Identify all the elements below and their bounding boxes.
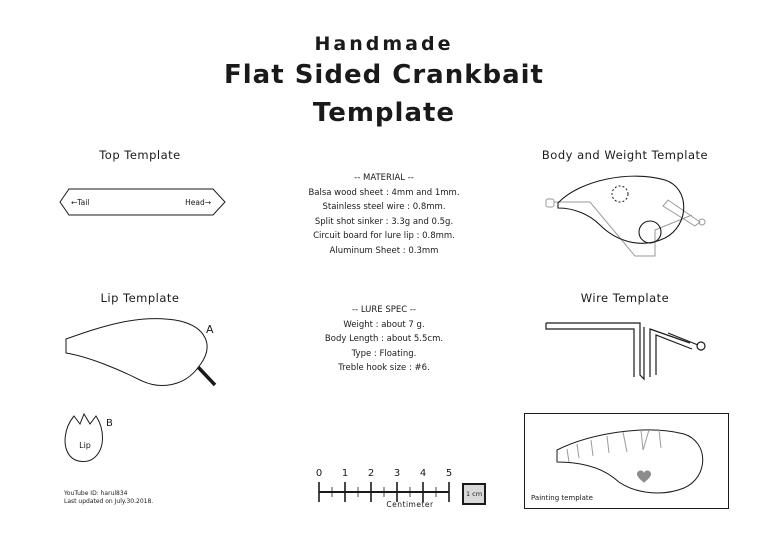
heart-icon (637, 470, 651, 483)
title-template: Template (312, 98, 456, 128)
painting-template-box (524, 413, 729, 509)
one-cm-scale-box: 1 cm (462, 483, 486, 505)
wire-template-heading: Wire Template (580, 291, 670, 305)
head-label: Head→ (185, 198, 211, 207)
lure-spec-item: Weight : about 7 g. (343, 319, 425, 330)
title-main: Flat Sided Crankbait (224, 60, 544, 90)
tail-label: ←Tail (71, 198, 90, 207)
ruler-tick-label: 1 (341, 468, 349, 479)
material-item: Balsa wood sheet : 4mm and 1mm. (308, 187, 460, 198)
lure-spec-item: Treble hook size : #6. (338, 363, 430, 374)
youtube-id: YouTube ID: harul834 (64, 490, 128, 497)
material-item: Circuit board for lure lip : 0.8mm. (313, 231, 455, 242)
ruler-tick-label: 5 (445, 468, 453, 479)
footer (64, 490, 153, 506)
ruler-tick-label: 4 (419, 468, 427, 479)
large-weight-marker (639, 221, 661, 243)
title-handmade: Handmade (314, 33, 454, 55)
material-item: Split shot sinker : 3.3g and 0.5g. (314, 216, 454, 227)
lip-label: Lip (79, 441, 91, 450)
marker-b: B (106, 418, 113, 429)
small-weight-marker (612, 186, 628, 202)
painting-template-drawing (549, 422, 709, 497)
material-item: Stainless steel wire : 0.8mm. (322, 202, 446, 213)
lip-b-drawing (60, 408, 120, 466)
top-template-outline (55, 185, 230, 219)
lip-template-drawing (60, 315, 230, 395)
body-weight-template-drawing (540, 170, 720, 265)
marker-a: A (206, 323, 214, 336)
ruler-tick-label: 2 (367, 468, 375, 479)
top-template-heading: Top Template (99, 148, 181, 162)
material-heading: -- MATERIAL -- (354, 173, 414, 183)
wire-template-drawing (540, 315, 715, 385)
lure-spec-item: Type : Floating. (351, 348, 417, 359)
material-item: Aluminum Sheet : 0.3mm (329, 245, 439, 256)
body-weight-template-heading: Body and Weight Template (541, 148, 709, 162)
lure-spec-item: Body Length : about 5.5cm. (324, 334, 444, 345)
lure-spec-block (284, 303, 484, 376)
painting-template-label: Painting template (531, 494, 593, 502)
ruler-tick-label: 0 (315, 468, 323, 479)
lure-spec-heading: -- LURE SPEC -- (351, 305, 416, 315)
material-block (284, 171, 484, 259)
last-updated: Last updated on July.30.2018. (64, 498, 154, 505)
lip-template-heading: Lip Template (100, 291, 180, 305)
ruler-tick-label: 3 (393, 468, 401, 479)
ruler-unit-label: Centimeter (386, 500, 434, 509)
